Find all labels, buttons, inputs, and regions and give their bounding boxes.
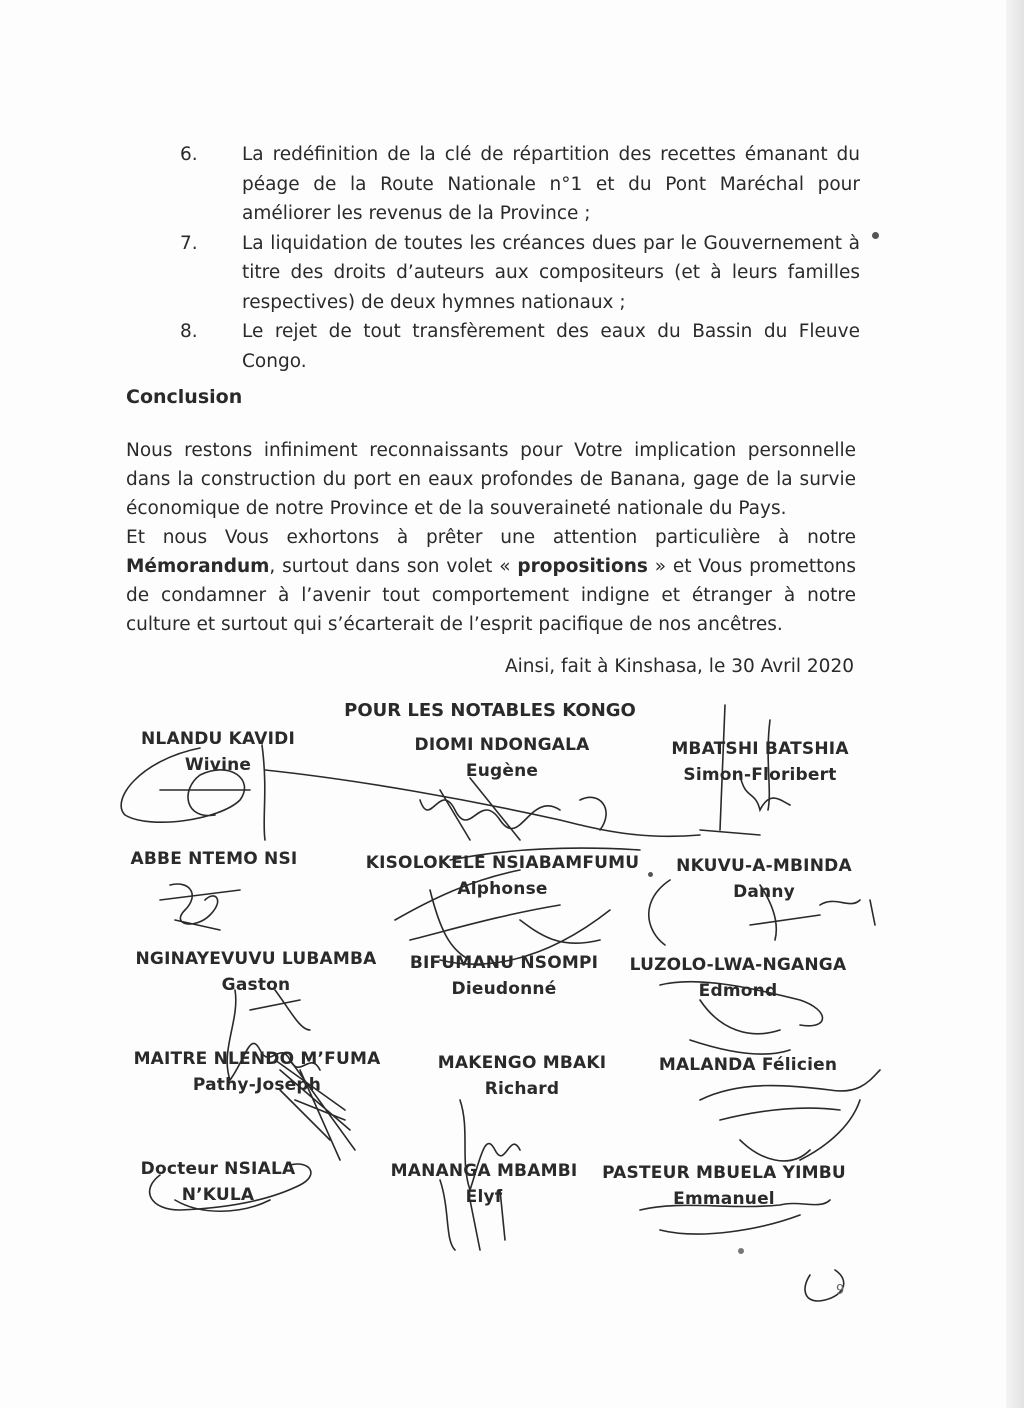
signatory (126, 1046, 388, 1098)
signatory-first-name: Danny (733, 882, 795, 902)
list-item (180, 140, 860, 229)
signatory-first-name: Richard (484, 1079, 560, 1099)
signatory-name: NGINAYEVUVU LUBAMBA (135, 949, 377, 969)
signatory-name: BIFUMANU NSOMPI (409, 953, 599, 973)
item-number: 6. (180, 144, 198, 165)
signatory-first-name: Eugène (465, 761, 539, 781)
item-text: Le rejet de tout transfèrement des eaux du Bassin du Fleuve Congo. (242, 321, 860, 372)
signatory (360, 850, 645, 902)
place-date: Ainsi, fait à Kinshasa, le 30 Avril 2020 (504, 656, 854, 677)
propositions-emphasis: propositions (517, 556, 648, 577)
signatory-name: MBATSHI BATSHIA (671, 739, 849, 759)
signatory-name: MAITRE NLENDO M’FUMA (133, 1049, 381, 1069)
ink-spot (738, 1248, 744, 1254)
item-text: La redéfinition de la clé de répartition des recettes émanant du péage de la Route Nationale n°1 et du Pont Maréchal pour améliorer les revenus de la Province ; (242, 144, 860, 224)
signatory-name: Docteur NSIALA (140, 1159, 296, 1179)
signatory-name: MALANDA Félicien (658, 1055, 838, 1075)
signatory-name: ABBE NTEMO NSI (130, 849, 298, 869)
proposal-list (180, 140, 860, 376)
signatory-name: NLANDU KAVIDI (141, 729, 295, 749)
signatory (124, 846, 304, 872)
signatory (128, 726, 308, 778)
signatory (424, 1050, 620, 1102)
signatory-first-name: Pathy-Joseph (192, 1075, 322, 1095)
signatory-first-name: Wivine (184, 755, 252, 775)
signatory-first-name: Edmond (698, 981, 778, 1001)
signatory-first-name: Alphonse (457, 879, 548, 899)
paragraph-text: » et Vous promettons de condamner à l’avenir tout comportement indigne et étranger à notre culture et surtout qui s’écarterait de l’esprit pacifique de nos ancêtres. (126, 556, 857, 635)
memorandum-emphasis: Mémorandum (126, 556, 270, 577)
signatory-name: NKUVU-A-MBINDA (676, 856, 852, 876)
signatory-name: MANANGA MBAMBI (390, 1161, 578, 1181)
conclusion-heading: Conclusion (126, 386, 243, 408)
signatory-name: PASTEUR MBUELA YIMBU (602, 1163, 846, 1183)
list-item (180, 317, 860, 376)
signatory-first-name: Emmanuel (673, 1189, 775, 1209)
paragraph-text: Et nous Vous exhortons à prêter une attention particulière à notre (126, 527, 856, 548)
item-number: 7. (180, 232, 198, 254)
ink-spot (872, 232, 879, 239)
signatory (650, 1052, 846, 1078)
ink-spot (648, 872, 653, 877)
page-number: 9 (836, 1283, 845, 1298)
signatory-first-name: N’KULA (181, 1185, 255, 1205)
signatory-first-name: Simon-Floribert (683, 765, 837, 785)
signatory-first-name: Dieudonné (451, 979, 557, 999)
page-edge (1006, 0, 1024, 1408)
signature-scribble (700, 1070, 880, 1161)
signatory (660, 736, 860, 788)
signatory-name: MAKENGO MBAKI (437, 1053, 607, 1073)
signatory-name: DIOMI NDONGALA (414, 735, 590, 755)
signatory (402, 732, 602, 784)
signatory-name: KISOLOKELE NSIABAMFUMU (365, 853, 640, 873)
signatory (126, 946, 386, 998)
signatory-first-name: Elyf (465, 1187, 503, 1207)
signatory (622, 952, 854, 1004)
signatories-title: POUR LES NOTABLES KONGO (344, 700, 636, 721)
signatory (664, 853, 864, 905)
conclusion-paragraph-2 (126, 523, 856, 639)
signatory-first-name: Gaston (221, 975, 291, 995)
signatory-name: LUZOLO-LWA-NGANGA (629, 955, 847, 975)
signatory (400, 950, 608, 1002)
item-text: La liquidation de toutes les créances dues par le Gouvernement à titre des droits d’auteurs aux compositeurs (et à leurs familles respectives) de deux hymnes nationaux ; (242, 232, 860, 313)
conclusion-paragraph-1: Nous restons infiniment reconnaissants pour Votre implication personnelle dans la construction du port en eaux profondes de Banana, gage de la survie économique de notre Province et de la souveraineté nationale du Pays. (126, 440, 856, 519)
signature-scribble (160, 884, 240, 930)
list-item (180, 229, 860, 318)
paragraph-text: , surtout dans son volet « (269, 556, 518, 577)
signatory (128, 1156, 308, 1208)
signatory (384, 1158, 584, 1210)
signatory (592, 1160, 856, 1212)
item-number: 8. (180, 321, 198, 342)
